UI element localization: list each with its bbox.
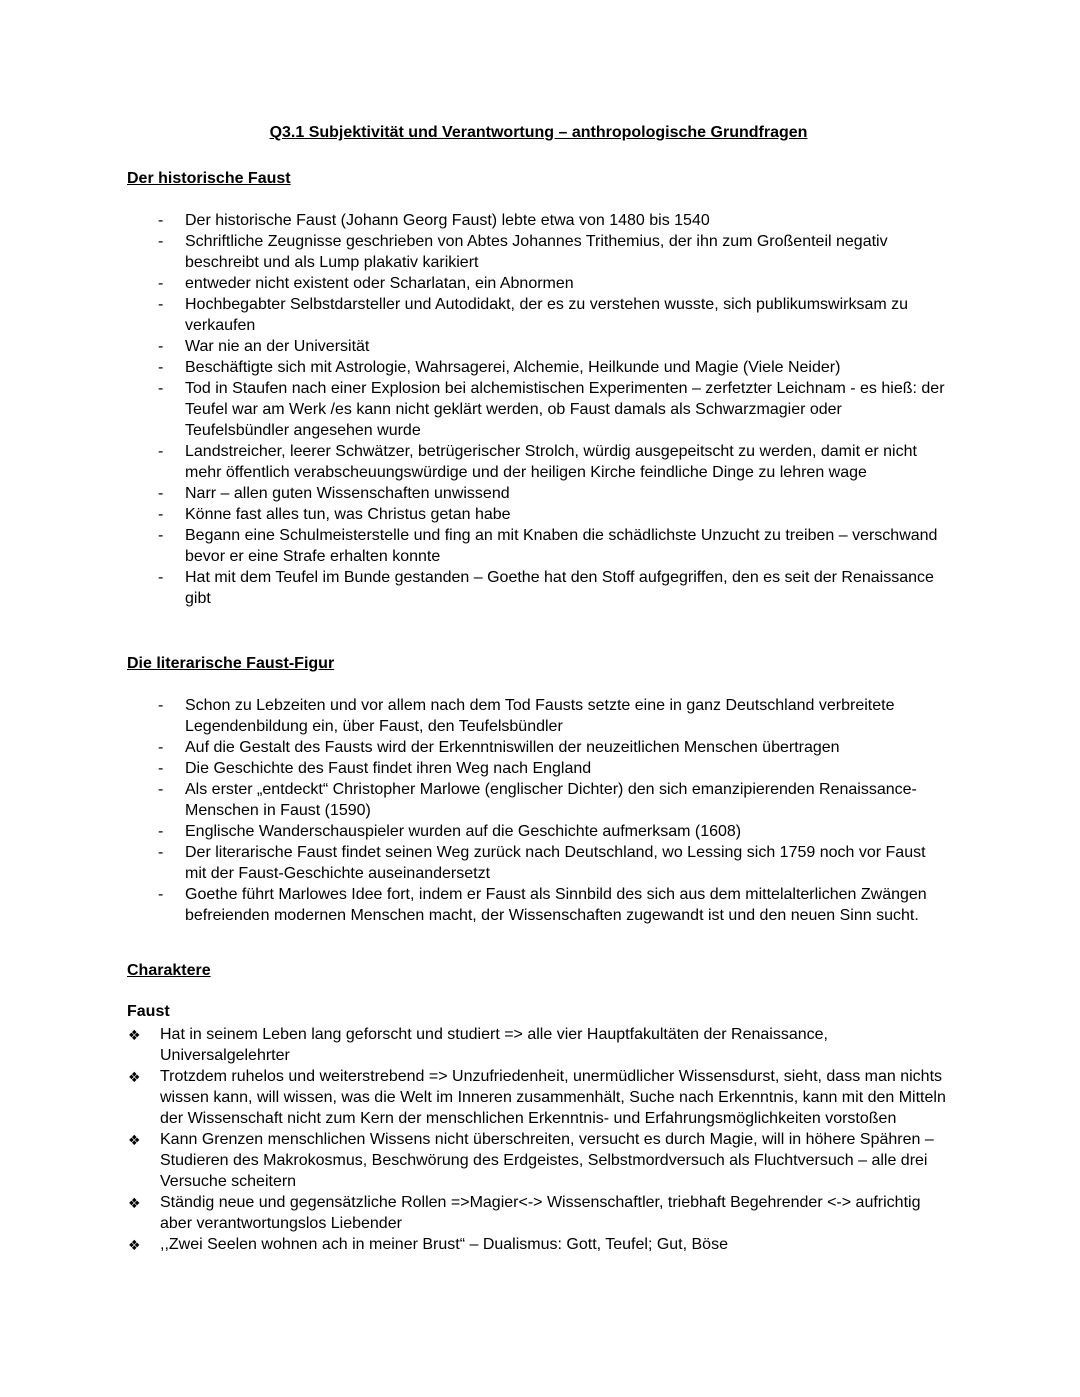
list-item-text: Der literarische Faust findet seinen Weg zurück nach Deutschland, wo Lessing sich 1759 noch vor Faust mit der Faust-Geschichte auseinandersetzt	[185, 844, 926, 882]
bullet-marker: -	[158, 233, 164, 250]
list-item	[127, 567, 950, 609]
list-item	[127, 821, 950, 842]
bullet-marker: -	[158, 338, 164, 355]
list-item-text: Der historische Faust (Johann Georg Faust) lebte etwa von 1480 bis 1540	[185, 212, 710, 229]
bullet-marker: -	[158, 697, 164, 714]
list-item-text: Narr – allen guten Wissenschaften unwissend	[185, 485, 510, 502]
bullet-marker: ❖	[128, 1132, 141, 1148]
list-item	[127, 1192, 950, 1234]
list-item	[127, 483, 950, 504]
section-heading: Die literarische Faust-Figur	[127, 655, 335, 672]
bullet-marker: -	[158, 380, 164, 397]
bullet-list-die-literarische-faust-figur	[127, 695, 950, 926]
list-item	[127, 842, 950, 884]
bullet-marker: -	[158, 823, 164, 840]
list-item-text: Hat mit dem Teufel im Bunde gestanden – Goethe hat den Stoff aufgegriffen, den es seit der Renaissance gibt	[185, 569, 934, 607]
list-item-text: Beschäftigte sich mit Astrologie, Wahrsagerei, Alchemie, Heilkunde und Magie (Viele Neider)	[185, 359, 841, 376]
bullet-marker: -	[158, 296, 164, 313]
list-item	[127, 357, 950, 378]
bullet-marker: ❖	[128, 1237, 141, 1253]
list-item	[127, 758, 950, 779]
section-heading: Charaktere	[127, 962, 211, 979]
list-item-text: Englische Wanderschauspieler wurden auf die Geschichte aufmerksam (1608)	[185, 823, 742, 840]
list-item-text: Begann eine Schulmeisterstelle und fing an mit Knaben die schädlichste Unzucht zu treiben – verschwand bevor er eine Strafe erhalten konnte	[185, 527, 938, 565]
list-item-text: Die Geschichte des Faust findet ihren Weg nach England	[185, 760, 592, 777]
list-item-text: Auf die Gestalt des Fausts wird der Erkenntniswillen der neuzeitlichen Menschen übertragen	[185, 739, 840, 756]
list-item-text: entweder nicht existent oder Scharlatan, ein Abnormen	[185, 275, 574, 292]
section-der-historische-faust	[127, 168, 950, 609]
list-item-text: Schriftliche Zeugnisse geschrieben von Abtes Johannes Trithemius, der ihn zum Großenteil negativ beschreibt und als Lump plakativ karikiert	[185, 233, 888, 271]
bullet-marker: -	[158, 275, 164, 292]
list-item-text: Trotzdem ruhelos und weiterstrebend => Unzufriedenheit, unermüdlicher Wissensdurst, sieht, dass man nichts wissen kann, will wissen, was die Welt im Inneren zusammenhält, Suche nach Erkenntnis, kann mit den Mitteln der Wissenschaft nicht zum Kern der menschlichen Erkenntnis- und Erfahrungsmöglichkeiten vorstoßen	[160, 1068, 946, 1127]
list-item	[127, 273, 950, 294]
list-item	[127, 1129, 950, 1192]
list-item-text: Tod in Staufen nach einer Explosion bei alchemistischen Experimenten – zerfetzter Leichnam - es hieß: der Teufel war am Werk /es kann nicht geklärt werden, ob Faust damals als Schwarzmagier oder Teufelsbündler angesehen wurde	[185, 380, 945, 439]
bullet-marker: -	[158, 506, 164, 523]
bullet-marker: -	[158, 485, 164, 502]
list-item	[127, 737, 950, 758]
list-item-text: Als erster „entdeckt“ Christopher Marlowe (englischer Dichter) den sich emanzipierenden Renaissance-Menschen in Faust (1590)	[185, 781, 917, 819]
bullet-marker: -	[158, 569, 164, 586]
bullet-marker: -	[158, 359, 164, 376]
bullet-marker: ❖	[128, 1195, 141, 1211]
list-item-text: Kann Grenzen menschlichen Wissens nicht überschreiten, versucht es durch Magie, will in höhere Spähren – Studieren des Makrokosmus, Beschwörung des Erdgeistes, Selbstmordversuch als Fluchtversuch – alle drei Versuche scheitern	[160, 1131, 934, 1190]
section-charaktere	[127, 960, 950, 1255]
list-item	[127, 504, 950, 525]
bullet-marker: -	[158, 781, 164, 798]
list-item	[127, 695, 950, 737]
list-item-text: Landstreicher, leerer Schwätzer, betrügerischer Strolch, würdig ausgepeitscht zu werden, damit er nicht mehr öffentlich verabscheuungswürdige und der heiligen Kirche feindliche Dinge zu lehren wage	[185, 443, 917, 481]
bullet-marker: -	[158, 760, 164, 777]
bullet-marker: -	[158, 844, 164, 861]
section-die-literarische-faust-figur	[127, 653, 950, 926]
bullet-list-der-historische-faust	[127, 210, 950, 609]
list-item-text: Hat in seinem Leben lang geforscht und studiert => alle vier Hauptfakultäten der Renaissance, Universalgelehrter	[160, 1026, 828, 1064]
list-item	[127, 378, 950, 441]
list-item-text: War nie an der Universität	[185, 338, 370, 355]
bullet-marker: -	[158, 527, 164, 544]
list-item	[127, 294, 950, 336]
list-item	[127, 210, 950, 231]
list-item-text: Goethe führt Marlowes Idee fort, indem er Faust als Sinnbild des sich aus dem mittelalterlichen Zwängen befreienden modernen Menschen macht, der Wissenschaften zugewandt ist und den neuen Sinn sucht.	[185, 886, 927, 924]
list-item-text: ,,Zwei Seelen wohnen ach in meiner Brust“ – Dualismus: Gott, Teufel; Gut, Böse	[160, 1236, 728, 1253]
list-item-text: Schon zu Lebzeiten und vor allem nach dem Tod Fausts setzte eine in ganz Deutschland verbreitete Legendenbildung ein, über Faust, den Teufelsbündler	[185, 697, 895, 735]
list-item	[127, 1066, 950, 1129]
subsection-heading-faust: Faust	[127, 1003, 170, 1020]
list-item	[127, 336, 950, 357]
list-item	[127, 1024, 950, 1066]
bullet-list-faust-charakter	[127, 1024, 950, 1255]
list-item-text: Ständig neue und gegensätzliche Rollen =>Magier<-> Wissenschaftler, triebhaft Begehrender <-> aufrichtig aber verantwortungslos Liebender	[160, 1194, 921, 1232]
bullet-marker: ❖	[128, 1069, 141, 1085]
list-item	[127, 441, 950, 483]
section-heading: Der historische Faust	[127, 170, 291, 187]
bullet-marker: ❖	[128, 1027, 141, 1043]
list-item-text: Hochbegabter Selbstdarsteller und Autodidakt, der es zu verstehen wusste, sich publikumswirksam zu verkaufen	[185, 296, 909, 334]
bullet-marker: -	[158, 886, 164, 903]
list-item	[127, 779, 950, 821]
list-item	[127, 525, 950, 567]
bullet-marker: -	[158, 212, 164, 229]
list-item-text: Könne fast alles tun, was Christus getan habe	[185, 506, 511, 523]
list-item	[127, 231, 950, 273]
list-item	[127, 1234, 950, 1255]
list-item	[127, 884, 950, 926]
document-title: Q3.1 Subjektivität und Verantwortung – anthropologische Grundfragen	[269, 124, 808, 141]
bullet-marker: -	[158, 443, 164, 460]
bullet-marker: -	[158, 739, 164, 756]
